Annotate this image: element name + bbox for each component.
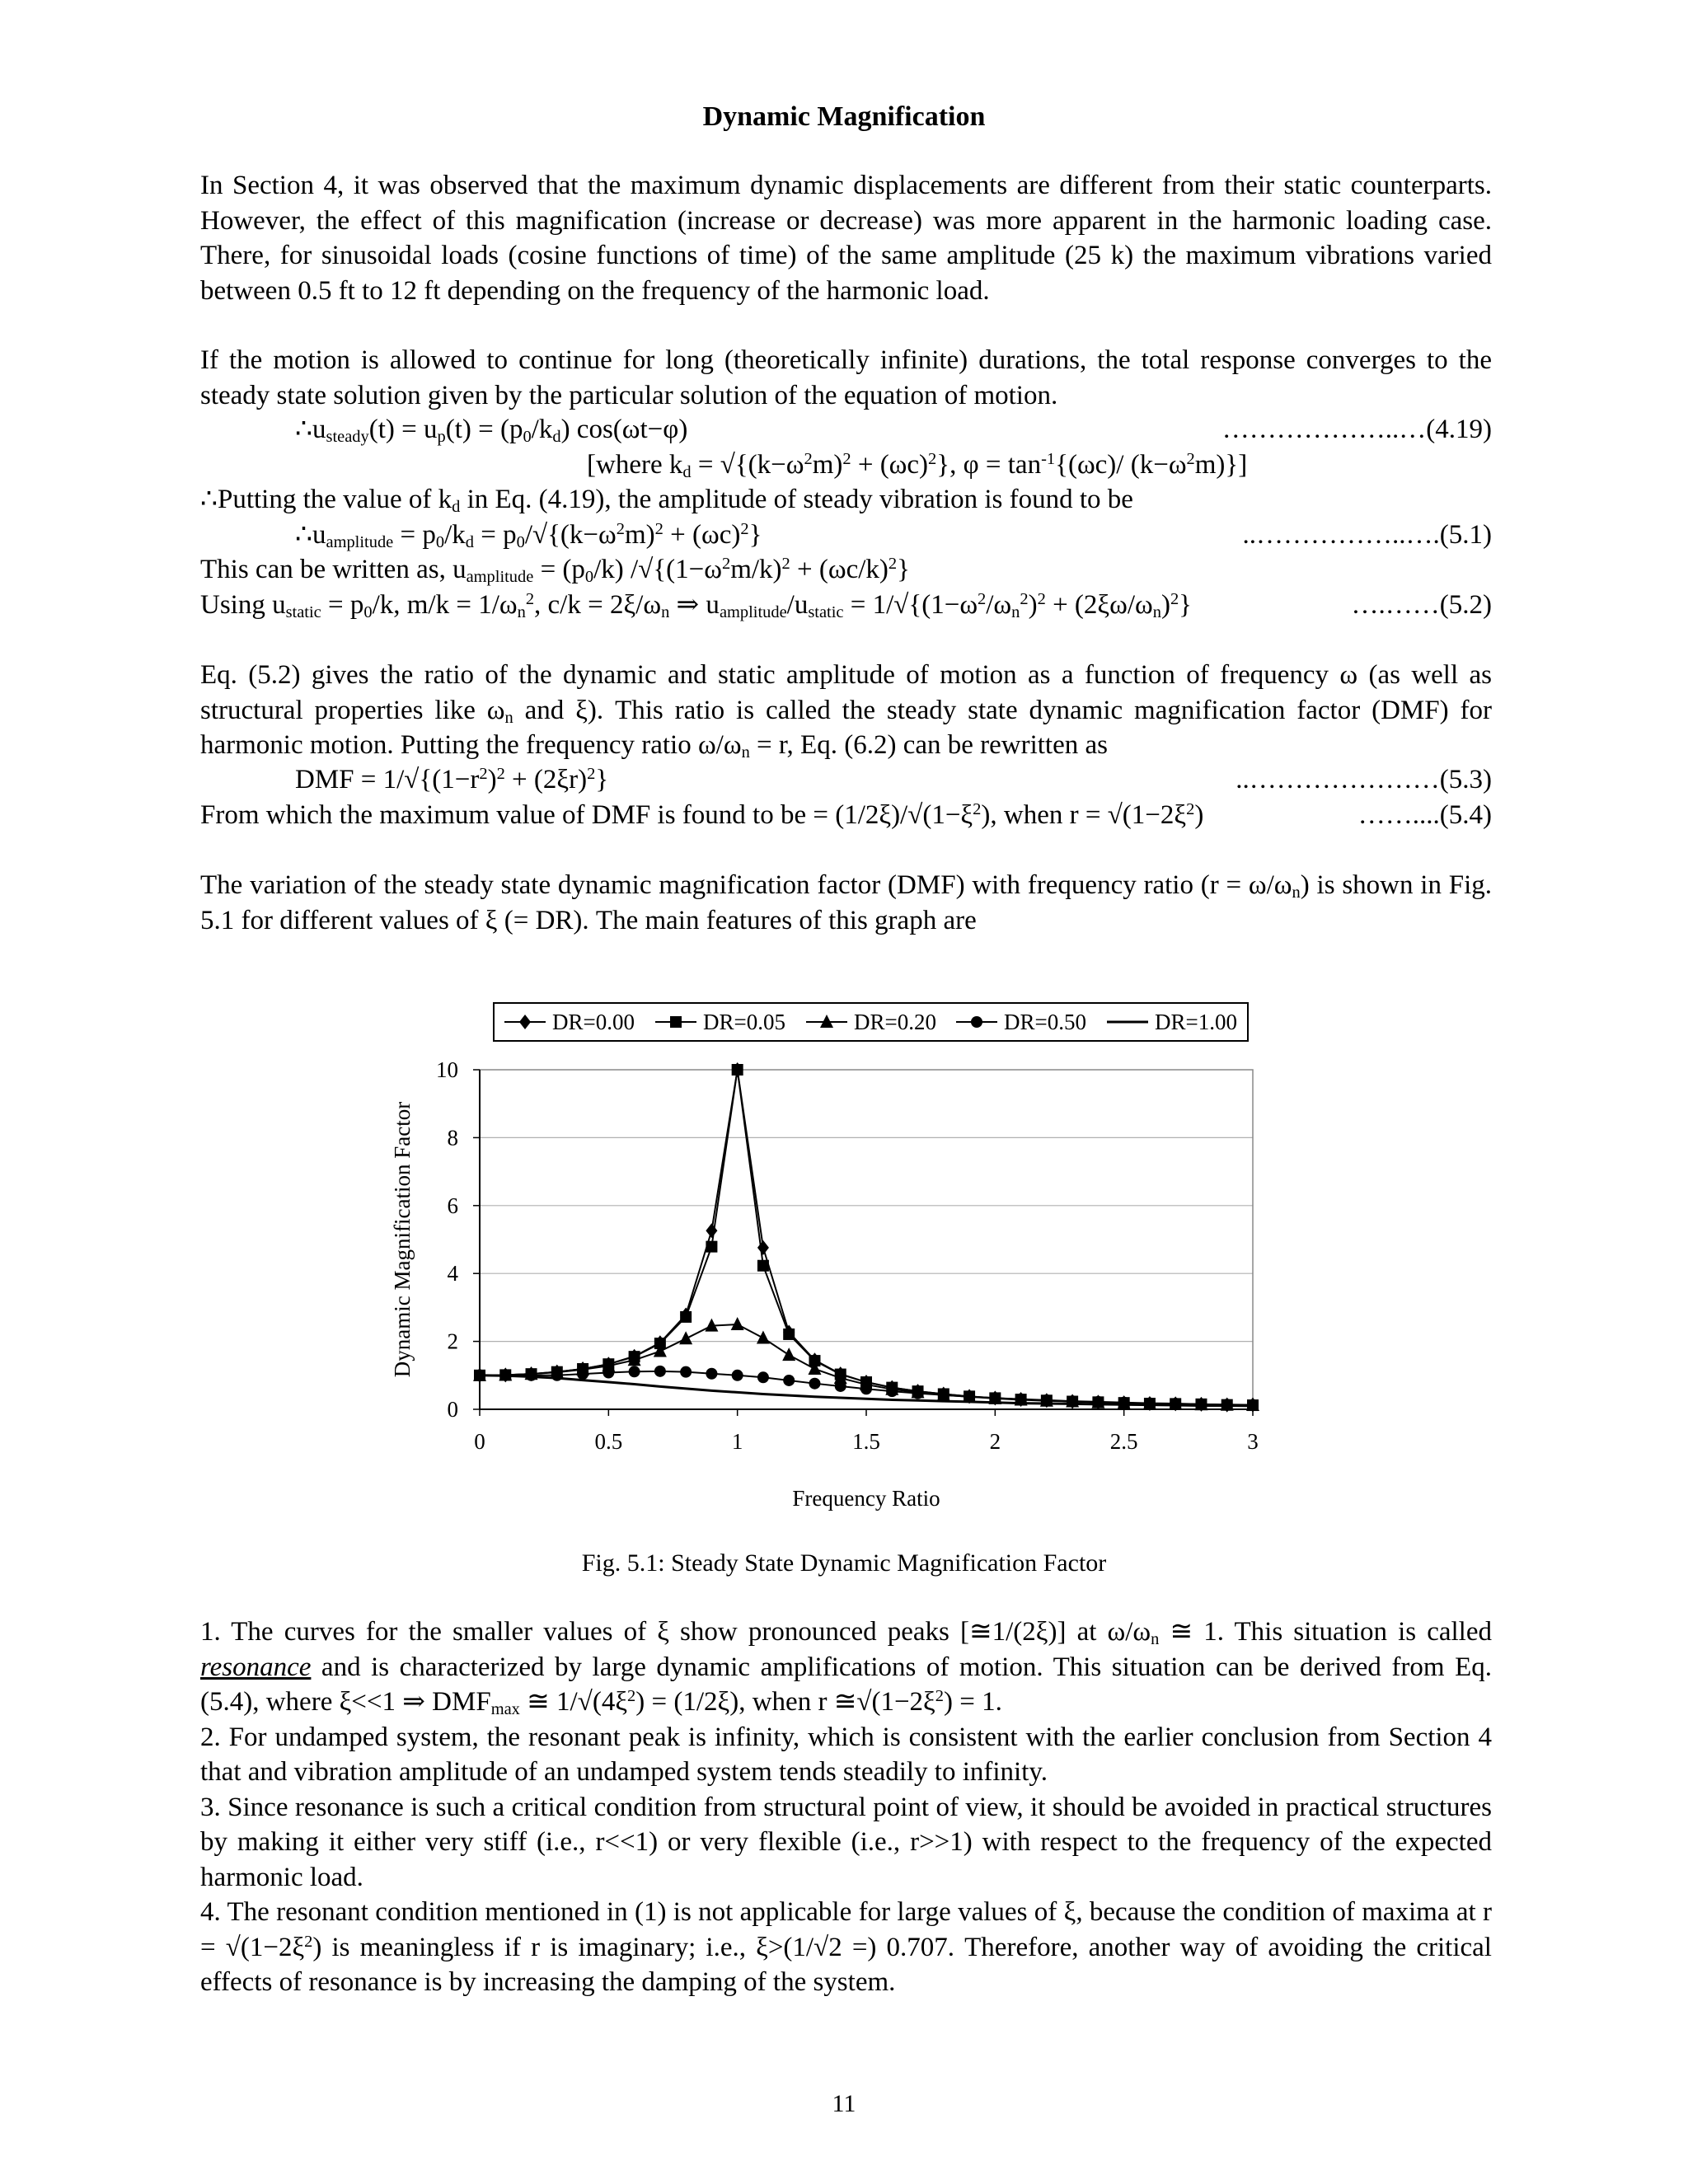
equation-5-3-tag: ..…………………(5.3) [1236,765,1492,794]
data-point-circle [757,1371,769,1383]
paragraph-dmf-definition: Eq. (5.2) gives the ratio of the dynamic and static amplitude of motion as a function of frequency ω (as well as structural properties like $\omega_n$ and ξ). This ratio is called the steady state dynamic magnification factor (DMF) for harmonic motion. Putting the frequency ratio $\omega/\omega_n = r$, Eq. (6.2) can be rewritten as [200,660,1493,762]
data-point-circle [629,1366,640,1377]
data-point-square [670,1016,682,1028]
legend-entry: DR=0.20 [854,1010,936,1034]
data-point-triangle [782,1347,795,1361]
putting-kd-line: ∴Putting the value of $k_d$ in Eq. (4.19), the amplitude of steady vibration is found to be [200,485,1133,517]
data-point-circle [835,1380,846,1392]
chart-series [473,1062,1259,1413]
equation-5-4: From which the maximum value of DMF is found to be = $(1/2\xi)/√(1-\xi^2)$, when $r = √(1-2\xi^2)$ [200,799,1204,830]
x-tick-label: 1 [731,1429,743,1454]
data-point-square [757,1260,769,1272]
x-tick-label: 0 [474,1429,485,1454]
data-point-circle [886,1385,898,1397]
page-title: Dynamic Magnification [702,101,986,132]
chart-tick-labels [436,1057,1259,1454]
series-dr-0-00 [474,1062,1259,1413]
data-point-circle [1092,1396,1104,1408]
data-point-circle [732,1370,743,1381]
data-point-circle [1144,1398,1156,1409]
plot-area [480,1070,1253,1409]
y-axis-label: Dynamic Magnification Factor [390,1101,415,1378]
data-point-diamond [706,1223,717,1238]
legend-entry: DR=1.00 [1155,1010,1237,1034]
list-item: 2. For undamped system, the resonant peak is infinity, which is consistent with the earlier conclusion from Section 4 that and vibration amplitude of an undamped system tends steadily to infinity. [200,1722,1492,1787]
x-tick-label: 2 [989,1429,1001,1454]
equation-5-1: $\therefore u_{amplitude} = p_0/k_d = p_0/√\{(k-\omega^2m)^2 + (\omega c)^2\}$ [295,519,762,552]
chart-legend [494,1003,1248,1041]
data-point-diamond [757,1240,769,1255]
data-point-circle [971,1016,982,1028]
data-point-circle [783,1375,795,1386]
series-line [480,1070,1253,1405]
data-point-circle [860,1383,872,1394]
data-point-square [680,1311,692,1323]
data-point-circle [1170,1398,1181,1409]
y-tick-label: 4 [447,1261,458,1286]
data-point-circle [1118,1397,1130,1408]
data-point-square [732,1064,743,1076]
data-point-circle [680,1366,692,1378]
x-tick-label: 2.5 [1109,1429,1138,1454]
legend-entry: DR=0.00 [552,1010,635,1034]
paragraph-intro: In Section 4, it was observed that the maximum dynamic displacements are different from their static counterparts. However, the effect of this magnification (increase or decrease) was more apparent in the harmonic loading case. There, for sinusoidal loads (cosine functions of time) of the same amplitude (25 k) the maximum vibrations varied between 0.5 ft to 12 ft depending on the frequency of the harmonic load. [200,171,1492,306]
features-list [200,1615,1492,2000]
data-point-circle [809,1378,820,1390]
series-dr-0-05 [474,1064,1259,1411]
data-point-square [706,1241,717,1253]
data-point-triangle [731,1317,744,1330]
legend-entry: DR=0.50 [1004,1010,1086,1034]
x-tick-label: 0.5 [594,1429,623,1454]
data-point-circle [706,1368,717,1380]
data-point-circle [912,1388,924,1399]
x-axis-label: Frequency Ratio [792,1486,940,1511]
data-point-circle [577,1368,588,1380]
written-as-line: This can be written as, $u_{amplitude} = (p_0/k) /√\{(1-\omega^2m/k)^2 + (\omega c/k)^2\}$ [200,554,910,587]
y-tick-label: 2 [447,1329,458,1354]
series-line [480,1070,1253,1405]
x-tick-label: 1.5 [852,1429,880,1454]
y-tick-label: 0 [447,1397,458,1422]
list-item: 1. The curves for the smaller values of ξ show pronounced peaks [≅1/(2ξ)] at $\omega/\omega_n$ ≅ 1. This situation is called resonance and is characterized by large dynamic amplifications of motion. This situation can be derived from Eq. (5.4), where ξ<<1 ⇒ $DMF_{max}$ ≅ $1/√(4\xi^2) = (1/2\xi)$, when r $≅√(1-2\xi^2) = 1$. [200,1617,1492,1719]
series-dr-0-20 [473,1317,1259,1411]
data-point-triangle [679,1331,692,1344]
data-point-circle [938,1390,950,1401]
equation-4-19: $\therefore u_{steady}(t) = u_p(t) = (p_0/k_d)$ cos(ωt−φ) [295,415,688,447]
y-tick-label: 10 [436,1057,458,1082]
equation-5-2-tag: ….……(5.2) [1351,590,1492,620]
y-tick-label: 8 [447,1125,458,1151]
paragraph-figure-intro: The variation of the steady state dynamic magnification factor (DMF) with frequency ratio $(r = \omega/\omega_n)$ is shown in Fig. 5.1 for different values of ξ (= DR). The main features of this graph are [200,870,1492,935]
equation-5-2: Using $u_{static} = p_0/k$, $m/k = 1/\omega_n^2$, $c/k = 2\xi/\omega_n$ ⇒ $u_{amplitude}/u_{static} = 1/√\{(1-\omega^2/\omega_n^2)^2 + (2\xi\omega/\omega_n)^2\}$ [200,589,1193,622]
equation-4-19-tag: ………………..…(4.19) [1221,415,1492,444]
page-number: 11 [832,2090,856,2117]
equation-kd-definition: [where $k_d = √\{(k-\omega^2m)^2 + (\omega c)^2\}$, $\varphi = \tan^{-1}\{(\omega c)/$ $(k-\omega^2m)$}] [587,449,1248,482]
data-point-circle [1067,1395,1078,1407]
legend-entry: DR=0.05 [703,1010,785,1034]
figure-caption: Fig. 5.1: Steady State Dynamic Magnification Factor [581,1549,1107,1577]
data-point-circle [1195,1399,1207,1410]
data-point-circle [603,1367,614,1379]
data-point-triangle [757,1330,770,1343]
list-item: 3. Since resonance is such a critical condition from structural point of view, it should be avoided in practical structures by making it either very stiff (i.e., r<<1) or very flexible (i.e., r>>1) with respect to the frequency of the expected harmonic load. [200,1792,1492,1892]
x-tick-label: 3 [1247,1429,1259,1454]
equation-5-3: DMF = $1/√\{(1-r^2)^2 + (2\xi r)^2\}$ [295,764,609,794]
data-point-square [783,1329,795,1340]
dmf-chart [379,1001,1319,1512]
resonance-term: resonance [200,1652,312,1682]
paragraph-steady-state: If the motion is allowed to continue for long (theoretically infinite) durations, the total response converges to the steady state solution given by the particular solution of the equation of motion. [200,345,1492,410]
equation-5-1-tag: ..……………..….(5.1) [1242,520,1492,550]
equation-5-4-tag: ……....(5.4) [1357,800,1492,830]
chart-gridlines [480,1137,1253,1341]
data-point-circle [654,1366,666,1377]
chart-axes [473,1070,1253,1416]
y-tick-label: 6 [447,1193,458,1218]
list-item: 4. The resonant condition mentioned in (1) is not applicable for large values of ξ, because the condition of maxima at $r = √(1-2\xi^2)$ is meaningless if r is imaginary; i.e., ξ>(1/√2 =) 0.707. Therefore, another way of avoiding the critical effects of resonance is by increasing the damping of the system. [200,1897,1492,1997]
